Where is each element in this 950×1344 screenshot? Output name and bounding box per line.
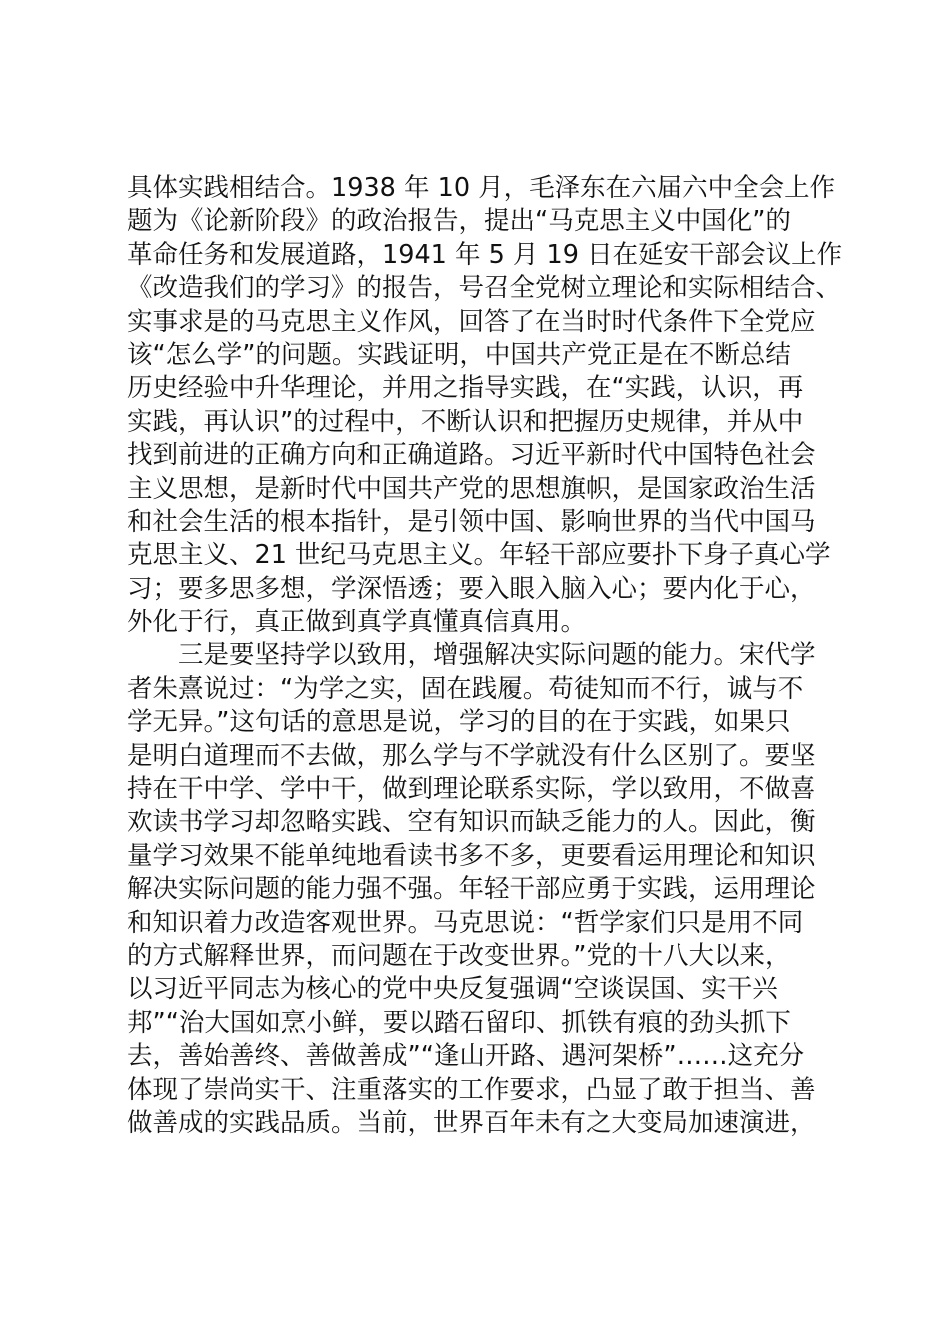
text-line: 和知识着力改造客观世界。马克思说：“哲学家们只是用不同 — [127, 907, 804, 938]
text-line: 做善成的实践品质。当前，世界百年未有之大变局加速演进， — [127, 1107, 816, 1138]
text-line: 邦”“治大国如烹小鲜，要以踏石留印、抓铁有痕的劲头抓下 — [127, 1007, 791, 1038]
paragraph-start-line: 三是要坚持学以致用，增强解决实际问题的能力。宋代学 — [178, 640, 816, 671]
text-line: 外化于行，真正做到真学真懂真信真用。 — [127, 607, 587, 638]
text-line: 解决实际问题的能力强不强。年轻干部应勇于实践，运用理论 — [127, 874, 816, 905]
text-line: 克思主义、21 世纪马克思主义。年轻干部应要扑下身子真心学 — [127, 540, 831, 571]
text-line: 去，善始善终、善做善成”“逢山开路、遇河架桥”……这充分 — [127, 1041, 805, 1072]
text-line: 和社会生活的根本指针，是引领中国、影响世界的当代中国马 — [127, 506, 816, 537]
text-line: 体现了崇尚实干、注重落实的工作要求，凸显了敢于担当、善 — [127, 1074, 816, 1105]
text-line: 者朱熹说过：“为学之实，固在践履。苟徒知而不行，诚与不 — [127, 673, 804, 704]
text-line: 以习近平同志为核心的党中央反复强调“空谈误国、实干兴 — [127, 974, 778, 1005]
text-line: 量学习效果不能单纯地看读书多不多，更要看运用理论和知识 — [127, 840, 816, 871]
text-line: 实践，再认识”的过程中，不断认识和把握历史规律，并从中 — [127, 406, 804, 437]
text-line: 实事求是的马克思主义作风，回答了在当时时代条件下全党应 — [127, 306, 816, 337]
text-line: 《改造我们的学习》的报告，号召全党树立理论和实际相结合、 — [127, 273, 842, 304]
text-line: 该“怎么学”的问题。实践证明，中国共产党正是在不断总结 — [127, 339, 791, 370]
text-line: 习；要多思多想，学深悟透；要入眼入脑入心；要内化于心， — [127, 573, 816, 604]
text-line: 具体实践相结合。1938 年 10 月，毛泽东在六届六中全会上作 — [127, 173, 836, 203]
text-line: 历史经验中升华理论，并用之指导实践，在“实践，认识，再 — [127, 373, 804, 404]
text-line: 的方式解释世界，而问题在于改变世界。”党的十八大以来， — [127, 940, 791, 971]
text-line: 学无异。”这句话的意思是说，学习的目的在于实践，如果只 — [127, 707, 791, 738]
text-line: 是明白道理而不去做，那么学与不学就没有什么区别了。要坚 — [127, 740, 816, 771]
body-text — [127, 172, 847, 1140]
text-line: 持在干中学、学中干，做到理论联系实际，学以致用，不做喜 — [127, 774, 816, 805]
text-line: 革命任务和发展道路，1941 年 5 月 19 日在延安干部会议上作 — [127, 239, 843, 270]
text-line: 题为《论新阶段》的政治报告，提出“马克思主义中国化”的 — [127, 206, 791, 237]
text-line: 欢读书学习却忽略实践、空有知识而缺乏能力的人。因此，衡 — [127, 807, 816, 838]
text-line: 主义思想，是新时代中国共产党的思想旗帜，是国家政治生活 — [127, 473, 816, 504]
text-line: 找到前进的正确方向和正确道路。习近平新时代中国特色社会 — [127, 440, 816, 471]
